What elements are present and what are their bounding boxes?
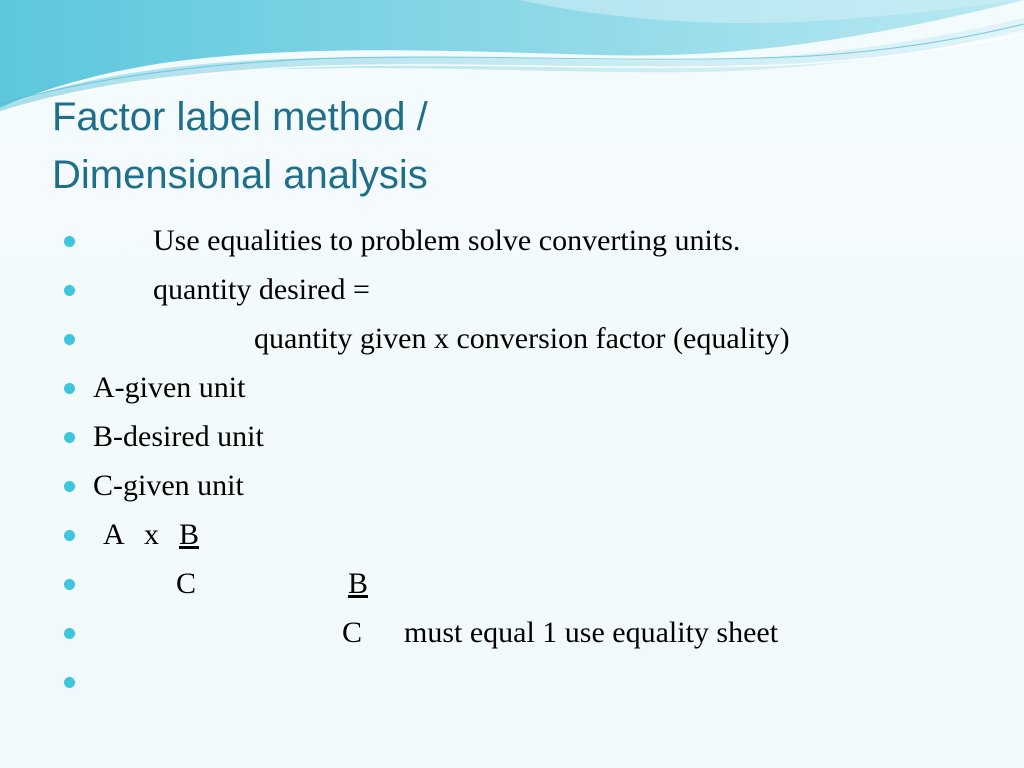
bullet-dot-icon (64, 677, 75, 688)
bullet-text: Use equalities to problem solve converting units. (153, 224, 741, 257)
slide-title-line-1: Factor label method / (52, 95, 428, 139)
bullet-item (0, 315, 1000, 364)
bullet-dot-icon (64, 334, 75, 345)
slide-title (52, 88, 428, 204)
bullet-dot-icon (64, 579, 75, 590)
bullet-item (0, 217, 1000, 266)
bullet-text: A-given unit (93, 371, 246, 404)
bullet-item (0, 364, 1000, 413)
bullet-text: A (103, 518, 125, 551)
bullet-item (0, 511, 1000, 560)
bullet-text: C (176, 567, 197, 600)
bullet-text: x (144, 518, 159, 551)
bullet-dot-icon (64, 481, 75, 492)
bullet-text: C-given unit (93, 469, 244, 502)
slide-title-line-2: Dimensional analysis (52, 153, 428, 197)
bullet-dot-icon (64, 285, 75, 296)
bullet-dot-icon (64, 530, 75, 541)
bullet-text: C (342, 616, 363, 649)
bullet-text: must equal 1 use equality sheet (404, 616, 779, 649)
bullet-text: B-desired unit (93, 420, 264, 453)
bullet-item (0, 462, 1000, 511)
bullet-item (0, 609, 1000, 658)
bullet-text-underlined: B (348, 567, 369, 600)
bullet-item (0, 413, 1000, 462)
bullet-item (0, 658, 1000, 707)
bullet-dot-icon (64, 236, 75, 247)
bullet-item (0, 560, 1000, 609)
bullet-dot-icon (64, 383, 75, 394)
bullet-dot-icon (64, 432, 75, 443)
bullet-text-underlined: B (179, 518, 200, 551)
bullet-dot-icon (64, 628, 75, 639)
bullet-text: quantity given x conversion factor (equality) (254, 322, 790, 355)
bullet-text: quantity desired = (153, 273, 370, 306)
bullet-item (0, 266, 1000, 315)
bullet-list (0, 217, 1000, 707)
